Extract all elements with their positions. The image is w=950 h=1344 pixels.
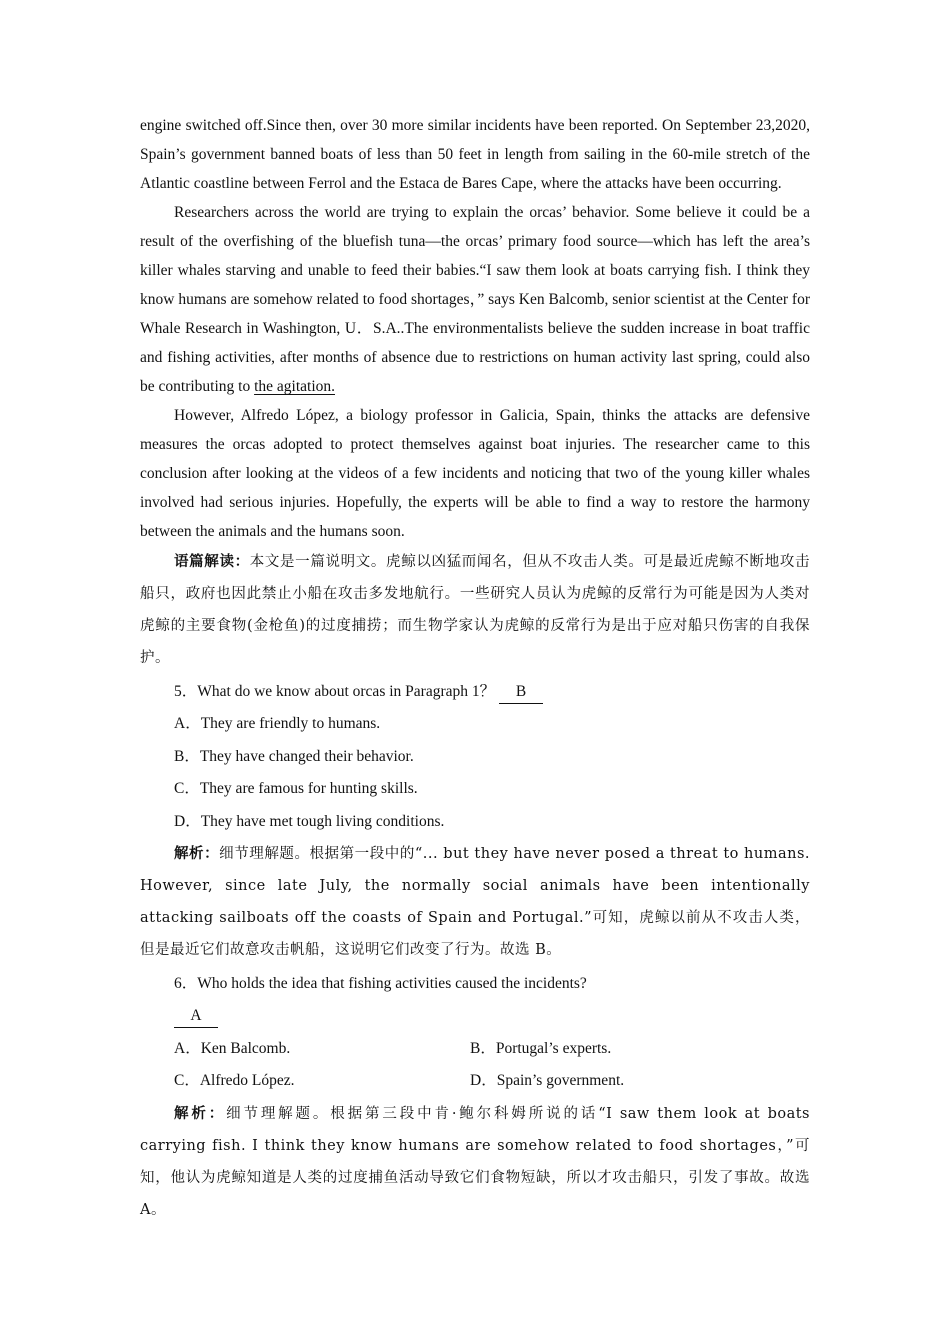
question-6-explanation-text: 细节理解题。根据第三段中肯·鲍尔科姆所说的话“I saw them look at boats carrying fish. I think they know humans are somehow related to food shortages，”可知，他认为虎鲸知道是人类的过度捕鱼活动导致它们食物短缺，所以才攻击船只，引发了事故。故选 A。 <box>140 1105 810 1218</box>
underlined-phrase: the agitation. <box>254 378 335 395</box>
passage-analysis <box>140 546 810 674</box>
question-5-option-b: B．They have changed their behavior. <box>174 747 414 765</box>
passage-paragraph-1-continued: engine switched off.Since then, over 30 more similar incidents have been reported. On September 23,2020, Spain’s government banned boats of less than 50 feet in length from sailing in the 60-mile stretch of the Atlantic coastline between Ferrol and the Estaca de Bares Cape, where the attacks have been occurring. <box>140 117 810 192</box>
question-5-option-c: C．They are famous for hunting skills. <box>174 780 418 797</box>
question-6-option-d: D．Spain’s government. <box>470 1072 625 1089</box>
question-6-options-row-1 <box>140 1033 810 1066</box>
question-5-stem <box>140 676 810 708</box>
question-6-option-b: B．Portugal’s experts. <box>470 1039 612 1057</box>
question-6-answer-line <box>140 1000 810 1033</box>
analysis-text: 本文是一篇说明文。虎鲸以凶猛而闻名，但从不攻击人类。可是最近虎鲸不断地攻击船只，政府也因此禁止小船在攻击多发地航行。一些研究人员认为虎鲸的反常行为可能是因为人类对虎鲸的主要食物(金枪鱼)的过度捕捞；而生物学家认为虎鲸的反常行为是出于应对船只伤害的自我保护。 <box>140 554 810 666</box>
question-6-answer: A <box>174 1005 218 1028</box>
passage-paragraph-3: However, Alfredo López, a biology professor in Galicia, Spain, thinks the attacks are defensive measures the orcas adopted to protect themselves against boat injuries. The researcher came to this conclusion after looking at the videos of a few incidents and noticing that two of the young killer whales involved had serious injuries. Hopefully, the experts will be able to find a way to restore the harmony between the animals and the humans soon. <box>140 407 810 540</box>
question-5-text: 5．What do we know about orcas in Paragraph 1？ <box>174 683 496 700</box>
question-5-answer: B <box>499 681 543 704</box>
question-6-explanation-label: 解析： <box>174 1104 227 1122</box>
question-6-explanation <box>140 1098 810 1226</box>
question-5-explanation-label: 解析： <box>174 845 220 862</box>
question-6-options-row-2 <box>140 1065 810 1098</box>
question-5-explanation-text: 细节理解题。根据第一段中的“... but they have never posed a threat to humans. However, since late July, the normally social animals have been intentionally attacking sailboats off the coasts of Spain and Portugal.”可知，虎鲸以前从不攻击人类，但是最近它们故意攻击帆船，这说明它们改变了行为。故选 B。 <box>140 846 810 958</box>
question-6-option-a: A．Ken Balcomb. <box>174 1039 291 1057</box>
document-page <box>140 111 810 1226</box>
question-6-stem: 6．Who holds the idea that fishing activities caused the incidents? <box>174 975 587 992</box>
analysis-label: 语篇解读： <box>174 553 250 570</box>
question-5-explanation <box>140 838 810 966</box>
passage-paragraph-2-text: Researchers across the world are trying to explain the orcas’ behavior. Some believe it could be a result of the overfishing of the bluefish tuna—the orcas’ primary food source—which has left the area’s killer whales starving and unable to feed their babies.“I saw them look at boats carrying fish. I think they know humans are somehow related to food shortages，” says Ken Balcomb, senior scientist at the Center for Whale Research in Washington, U．S.A..The environmentalists believe the sudden increase in boat traffic and fishing activities, after months of absence due to restrictions on human activity last spring, could also be contributing to <box>140 204 810 395</box>
question-5-option-a: A．They are friendly to humans. <box>174 715 381 732</box>
passage-paragraph-2 <box>140 198 810 401</box>
question-6-option-c: C．Alfredo López. <box>174 1072 295 1089</box>
question-5-option-d: D．They have met tough living conditions. <box>174 812 445 830</box>
